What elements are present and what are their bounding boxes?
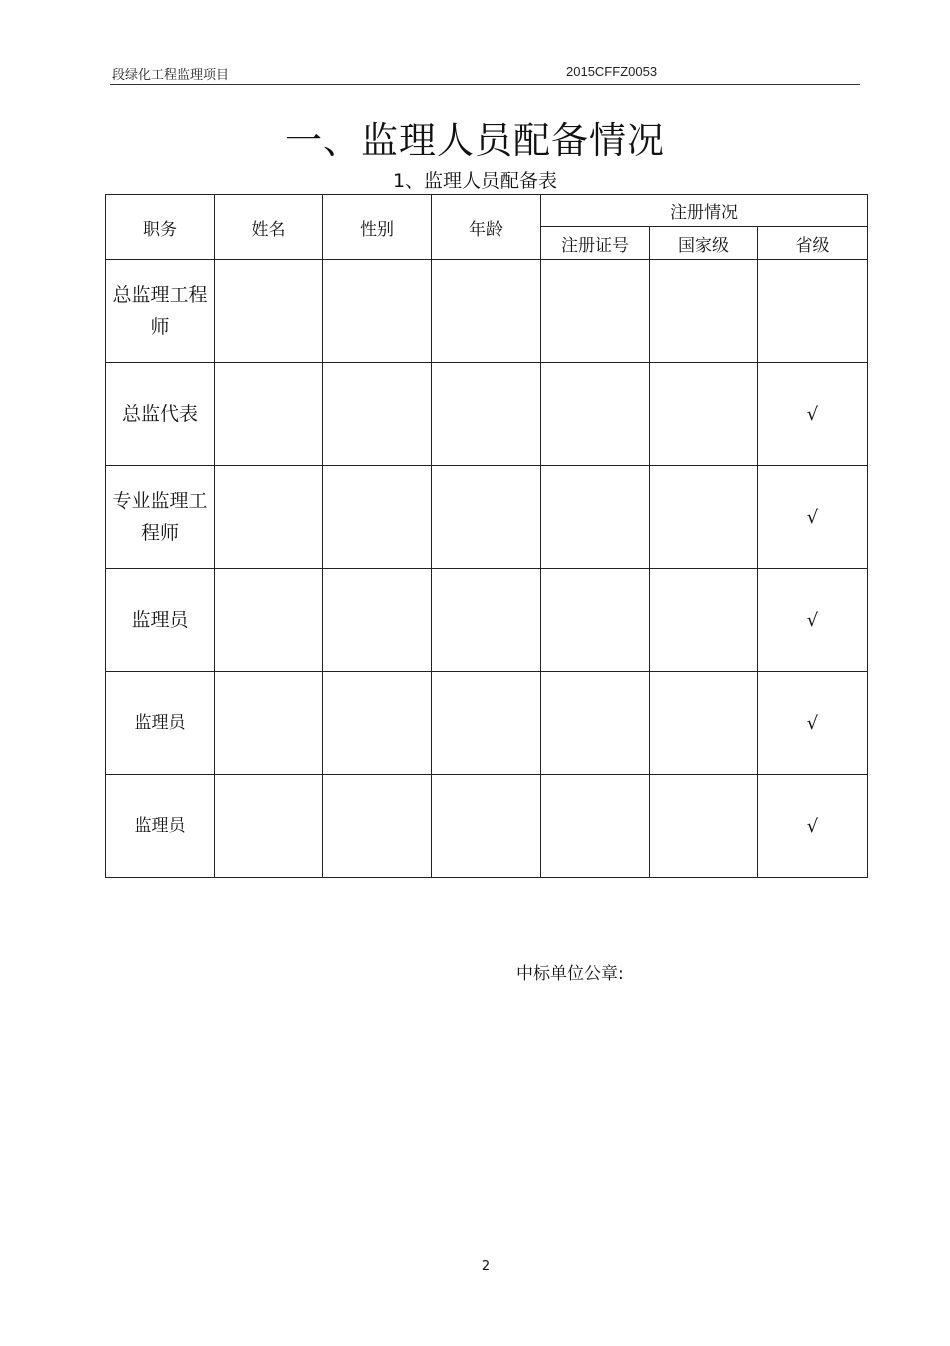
cell-national (650, 672, 758, 775)
cell-name (215, 260, 323, 363)
cell-gender (323, 363, 432, 466)
cell-cert-no (541, 569, 650, 672)
cell-provincial (758, 260, 868, 363)
table-caption: 1、监理人员配备表 (392, 170, 558, 192)
column-header-role: 职务 (106, 195, 215, 260)
cell-provincial: √ (758, 466, 868, 569)
cell-national (650, 260, 758, 363)
cell-age (432, 363, 541, 466)
cell-provincial: √ (758, 775, 868, 878)
column-header-cert-no: 注册证号 (541, 227, 650, 260)
table-row (106, 775, 868, 878)
cell-name (215, 363, 323, 466)
cell-role: 监理员 (106, 672, 215, 775)
cell-gender (323, 672, 432, 775)
cell-name (215, 569, 323, 672)
page-title: 一、监理人员配备情况 (285, 119, 665, 162)
cell-national (650, 466, 758, 569)
cell-cert-no (541, 363, 650, 466)
column-header-registration: 注册情况 (541, 195, 868, 227)
company-seal-label: 中标单位公章: (516, 964, 624, 984)
staff-allocation-table (105, 194, 868, 878)
cell-cert-no (541, 466, 650, 569)
cell-name (215, 466, 323, 569)
cell-national (650, 775, 758, 878)
cell-provincial: √ (758, 363, 868, 466)
cell-role: 监理员 (106, 775, 215, 878)
table-row (106, 260, 868, 363)
cell-cert-no (541, 775, 650, 878)
cell-cert-no (541, 672, 650, 775)
cell-national (650, 363, 758, 466)
table-row (106, 466, 868, 569)
cell-name (215, 672, 323, 775)
cell-gender (323, 466, 432, 569)
cell-name (215, 775, 323, 878)
table-row (106, 363, 868, 466)
column-header-gender: 性别 (323, 195, 432, 260)
column-header-national: 国家级 (650, 227, 758, 260)
cell-role: 专业监理工程师 (106, 466, 215, 569)
cell-age (432, 672, 541, 775)
header-project-name: 段绿化工程监理项目 (112, 68, 230, 83)
cell-gender (323, 569, 432, 672)
cell-age (432, 260, 541, 363)
column-header-age: 年龄 (432, 195, 541, 260)
cell-age (432, 775, 541, 878)
column-header-provincial: 省级 (758, 227, 868, 260)
table-row (106, 569, 868, 672)
cell-age (432, 466, 541, 569)
header-project-code: 2015CFFZ0053 (566, 64, 658, 79)
page-number: 2 (481, 1259, 491, 1274)
cell-role: 总监代表 (106, 363, 215, 466)
cell-gender (323, 775, 432, 878)
cell-gender (323, 260, 432, 363)
table-row (106, 672, 868, 775)
cell-age (432, 569, 541, 672)
column-header-name: 姓名 (215, 195, 323, 260)
header-divider (110, 84, 860, 85)
cell-provincial: √ (758, 672, 868, 775)
cell-provincial: √ (758, 569, 868, 672)
cell-national (650, 569, 758, 672)
cell-role: 总监理工程师 (106, 260, 215, 363)
cell-role: 监理员 (106, 569, 215, 672)
cell-cert-no (541, 260, 650, 363)
